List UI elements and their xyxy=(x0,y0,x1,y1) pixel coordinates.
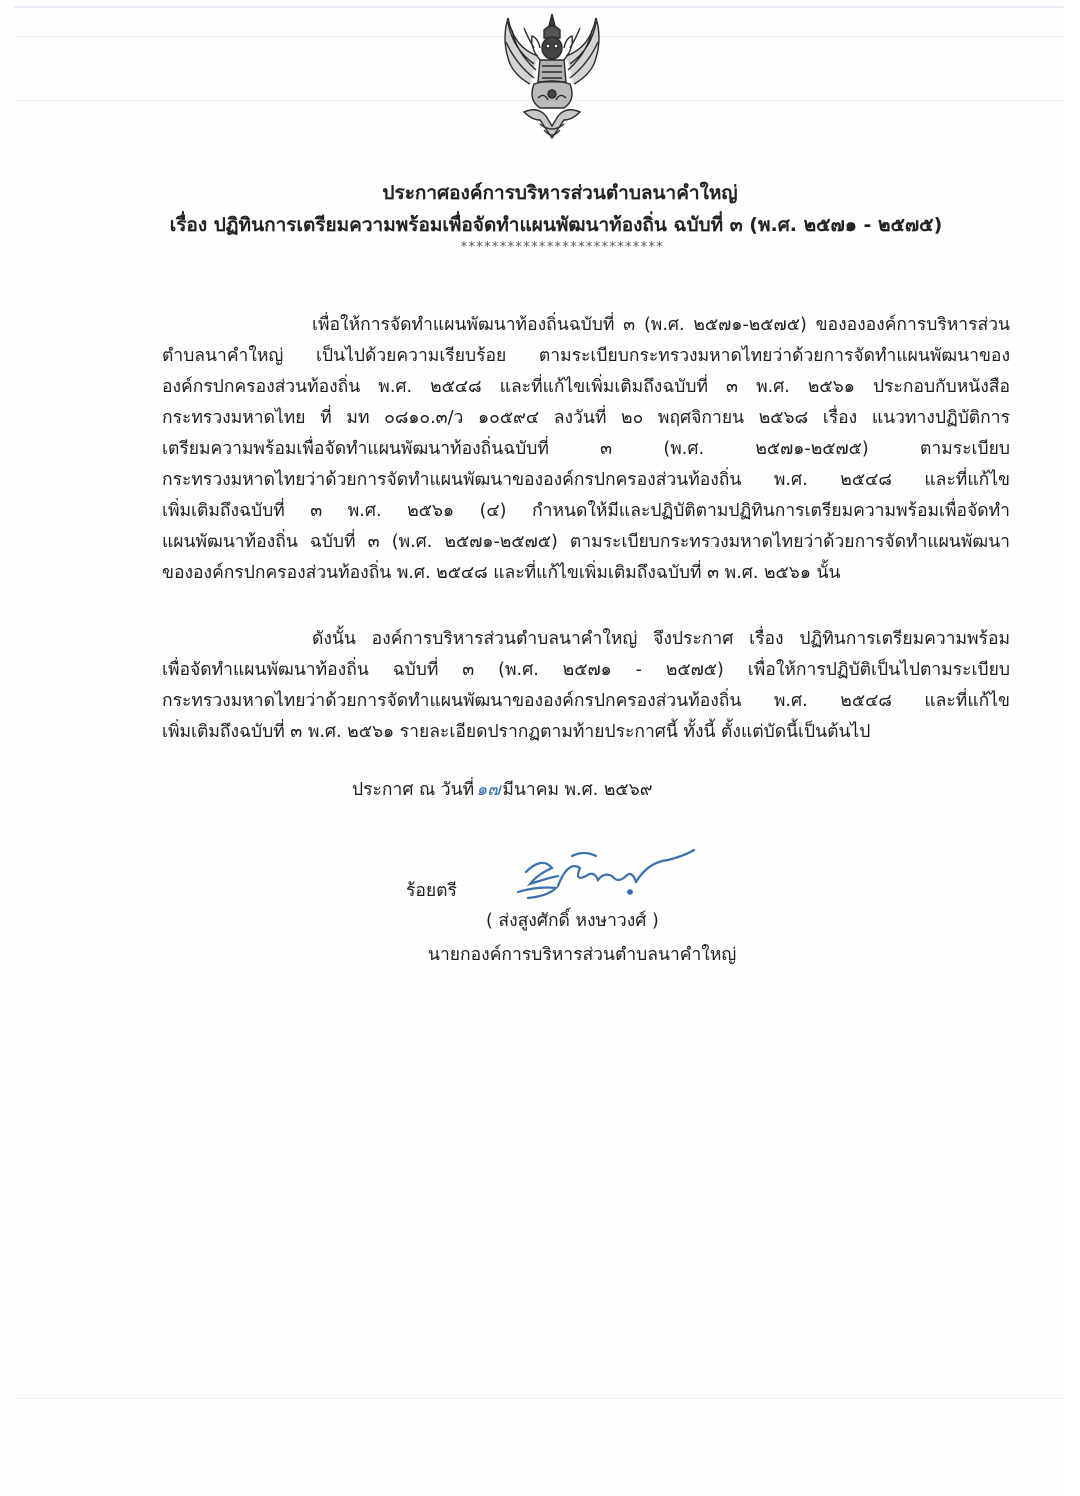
paragraph-2-line: ดังนั้น องค์การบริหารส่วนตำบลนาคำใหญ่ จึงประกาศ เรื่อง ปฏิทินการเตรียมความพร้อม xyxy=(312,629,1010,649)
paragraph-1-line: กระทรวงมหาดไทยว่าด้วยการจัดทำแผนพัฒนาขององค์กรปกครองส่วนท้องถิ่น พ.ศ. ๒๕๔๘ และที่แก้ไข xyxy=(162,470,1010,490)
announcement-title: ประกาศองค์การบริหารส่วนตำบลนาคำใหญ่ xyxy=(382,182,738,204)
paragraph-1-line: ตำบลนาคำใหญ่ เป็นไปด้วยความเรียบร้อย ตามระเบียบกระทรวงมหาดไทยว่าด้วยการจัดทำแผนพัฒนาของ xyxy=(162,346,1010,366)
paragraph-1-line: เพิ่มเติมถึงฉบับที่ ๓ พ.ศ. ๒๕๖๑ (๔) กำหนดให้มีและปฏิบัติตามปฏิทินการเตรียมความพร้อมเพื่อจัดทำ xyxy=(162,501,1010,521)
garuda-emblem-icon xyxy=(494,8,610,148)
date-suffix: มีนาคม พ.ศ. ๒๕๖๙ xyxy=(502,780,653,800)
paragraph-1-line: เตรียมความพร้อมเพื่อจัดทำแผนพัฒนาท้องถิ่นฉบับที่ ๓ (พ.ศ. ๒๕๗๑-๒๕๗๕) ตามระเบียบ xyxy=(162,439,1010,459)
paragraph-2-line: เพิ่มเติมถึงฉบับที่ ๓ พ.ศ. ๒๕๖๑ รายละเอียดปรากฏตามท้ายประกาศนี้ ทั้งนี้ ตั้งแต่บัดนี้เป็นต้นไป xyxy=(162,722,871,742)
signer-name: ( ส่งสูงศักดิ์ หงษาวงศ์ ) xyxy=(486,911,659,931)
paragraph-1-line: แผนพัฒนาท้องถิ่น ฉบับที่ ๓ (พ.ศ. ๒๕๗๑-๒๕๗๕) ตามระเบียบกระทรวงมหาดไทยว่าด้วยการจัดทำแผนพัฒนา xyxy=(162,532,1010,552)
paragraph-1-line: เพื่อให้การจัดทำแผนพัฒนาท้องถิ่นฉบับที่ ๓ (พ.ศ. ๒๕๗๑-๒๕๗๕) ของององค์การบริหารส่วน xyxy=(312,315,1010,335)
paragraph-1-line: องค์กรปกครองส่วนท้องถิ่น พ.ศ. ๒๕๔๘ และที่แก้ไขเพิ่มเติมถึงฉบับที่ ๓ พ.ศ. ๒๕๖๑ ประกอบกับหนังสือ xyxy=(162,377,1010,397)
announcement-subject: เรื่อง ปฏิทินการเตรียมความพร้อมเพื่อจัดทำแผนพัฒนาท้องถิ่น ฉบับที่ ๓ (พ.ศ. ๒๕๗๑ - ๒๕๗๕) xyxy=(169,214,943,236)
date-prefix: ประกาศ ณ วันที่ xyxy=(352,780,475,800)
signer-position: นายกองค์การบริหารส่วนตำบลนาคำใหญ่ xyxy=(428,945,737,965)
paragraph-1-line: ขององค์กรปกครองส่วนท้องถิ่น พ.ศ. ๒๕๔๘ และที่แก้ไขเพิ่มเติมถึงฉบับที่ ๓ พ.ศ. ๒๕๖๑ นั้น xyxy=(162,563,841,583)
paragraph-2-line: เพื่อจัดทำแผนพัฒนาท้องถิ่น ฉบับที่ ๓ (พ.ศ. ๒๕๗๑ - ๒๕๗๕) เพื่อให้การปฏิบัติเป็นไปตามระเบียบ xyxy=(162,660,1010,680)
header-separator: ************************** xyxy=(460,240,664,255)
scan-line xyxy=(14,1398,1064,1399)
announcement-date xyxy=(352,775,653,803)
paragraph-1-line: กระทรวงมหาดไทย ที่ มท ๐๘๑๐.๓/ว ๑๐๕๙๔ ลงวันที่ ๒๐ พฤศจิกายน ๒๕๖๘ เรื่อง แนวทางปฏิบัติการ xyxy=(162,408,1010,428)
paragraph-2-line: กระทรวงมหาดไทยว่าด้วยการจัดทำแผนพัฒนาขององค์กรปกครองส่วนท้องถิ่น พ.ศ. ๒๕๔๘ และที่แก้ไข xyxy=(162,691,1010,711)
handwritten-day: ๑๗ xyxy=(476,780,501,800)
handwritten-signature-icon xyxy=(508,846,698,906)
signer-rank: ร้อยตรี xyxy=(406,881,457,901)
